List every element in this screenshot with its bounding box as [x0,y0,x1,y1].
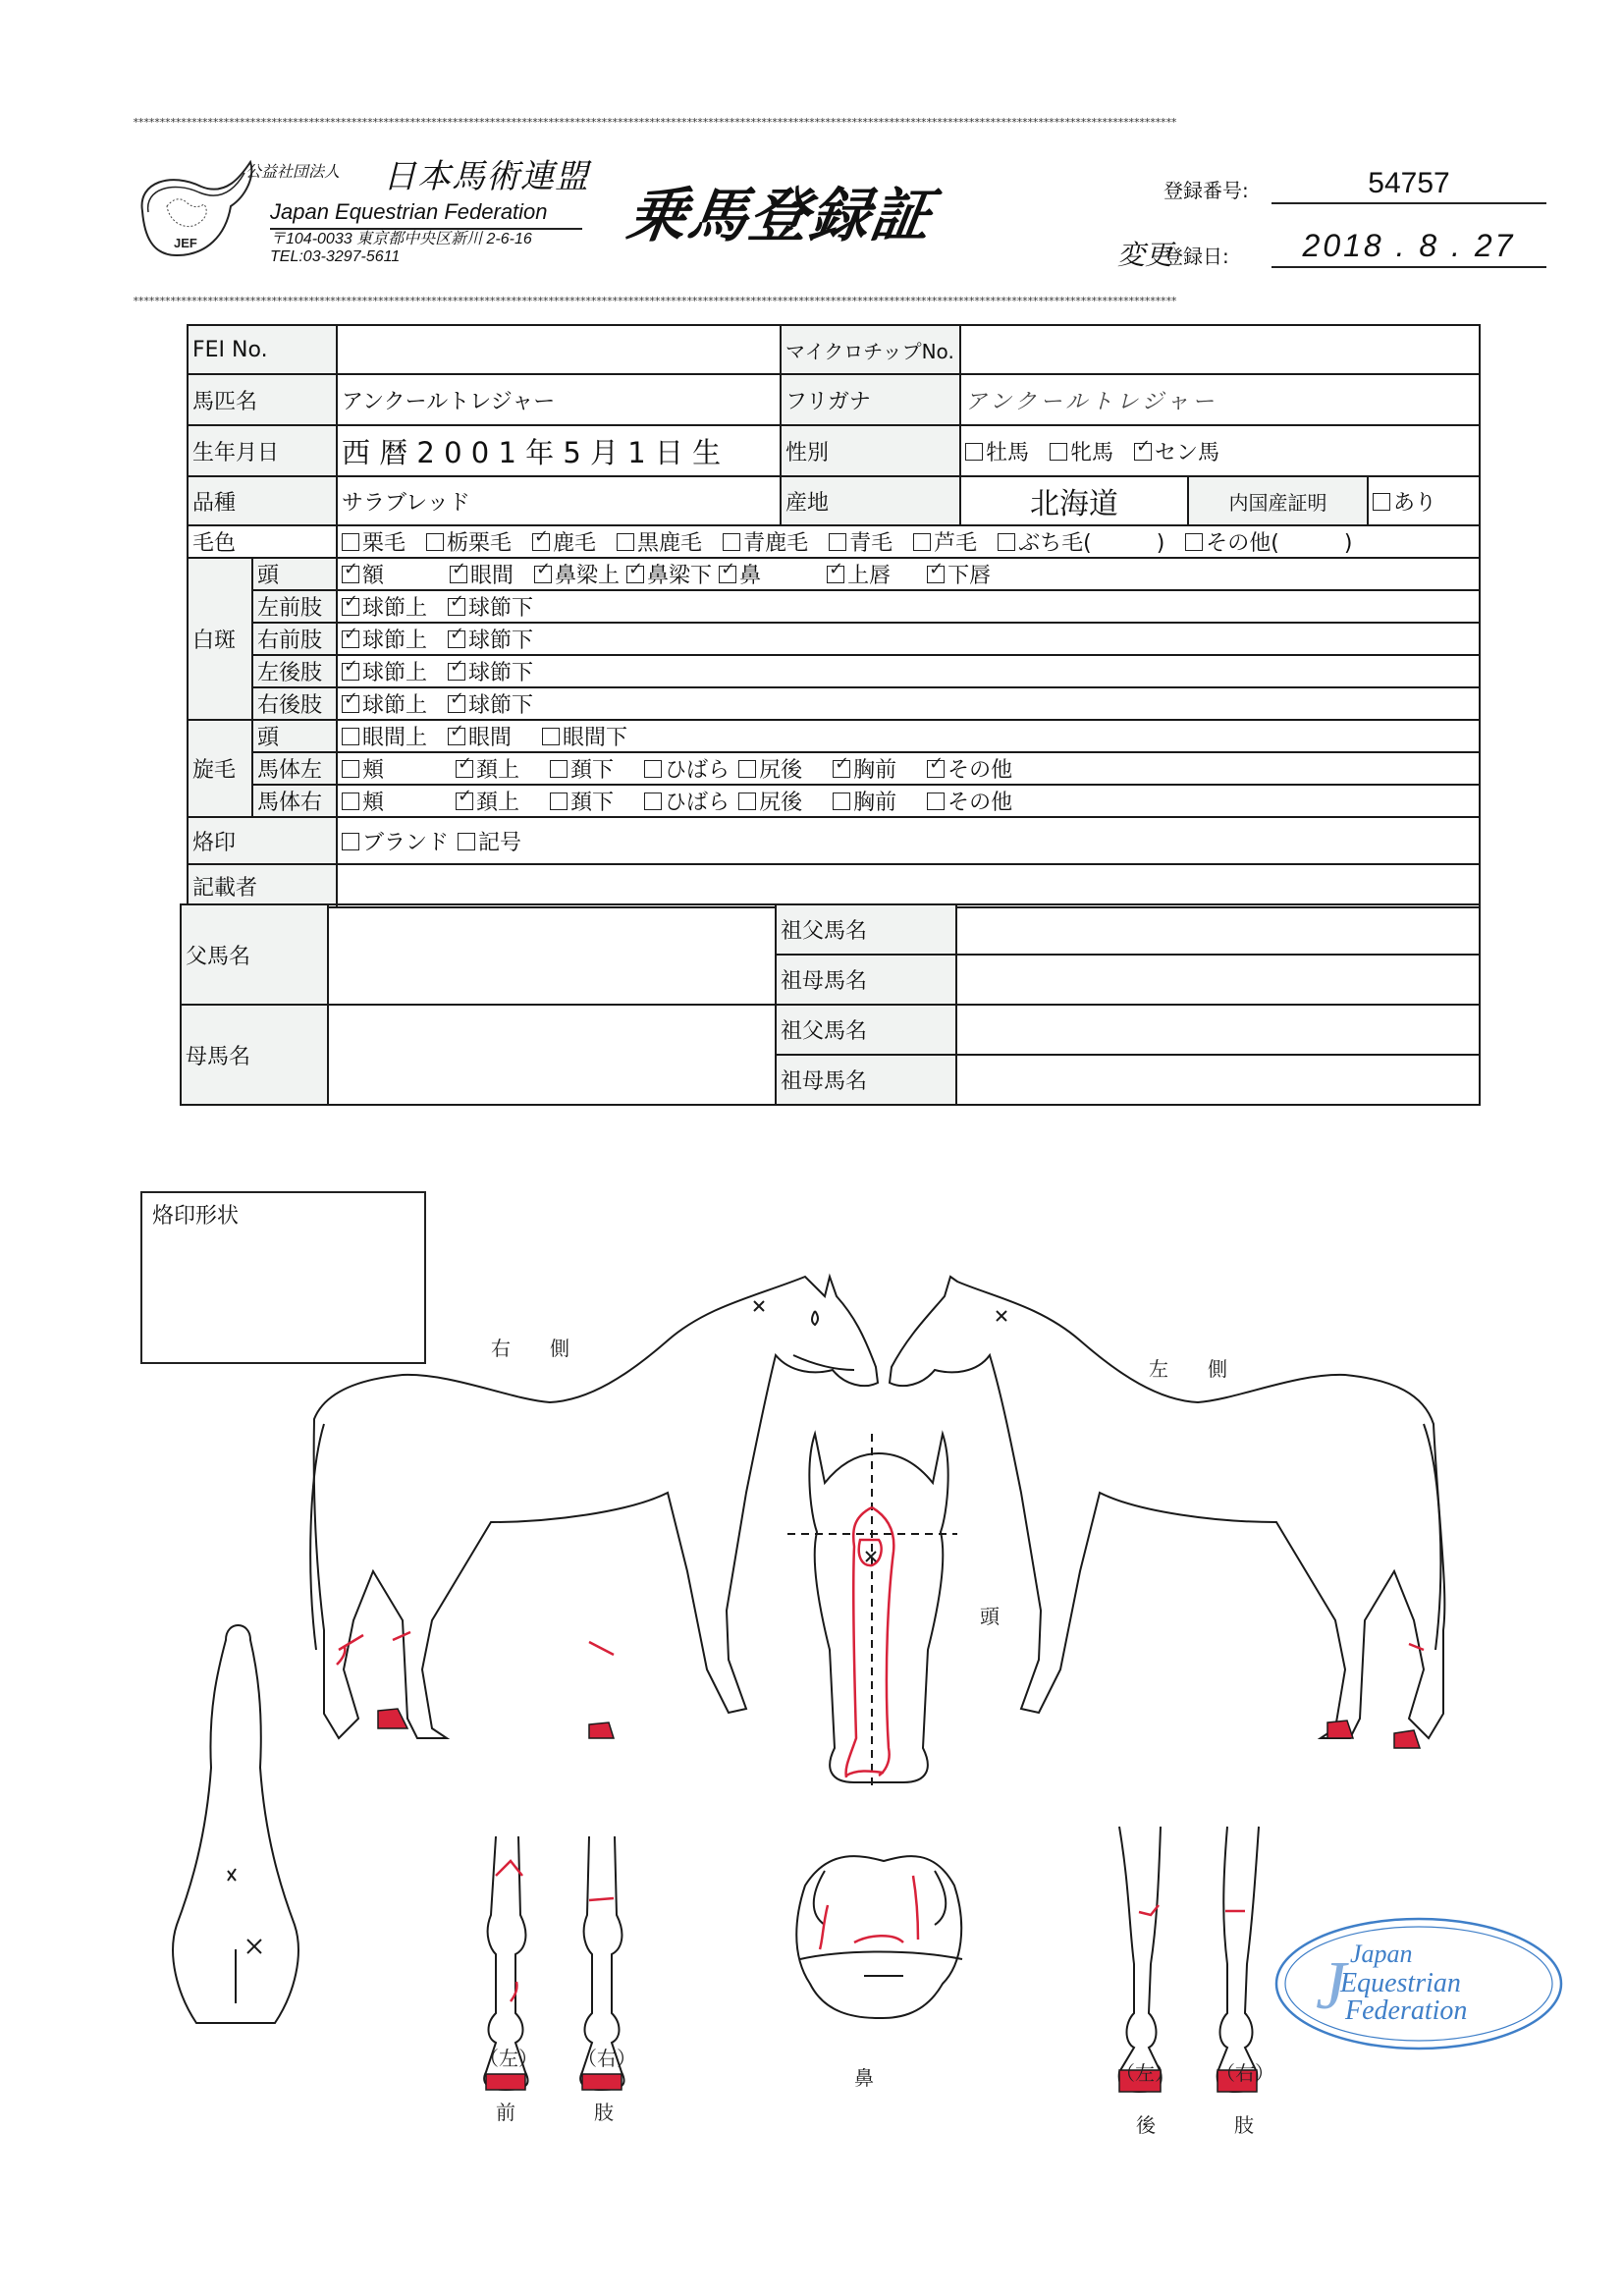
fore-right-label: （右） [577,2047,636,2070]
star-rule-bottom: **************************************************************************************************************************************************************************************************** [133,295,1176,307]
whorl-r-lower-neck[interactable]: 頚下 [550,786,614,816]
whorl-r-cheek[interactable]: 頬 [342,786,384,816]
coat-brown[interactable]: 青鹿毛 [723,526,808,557]
svg-text:Japan: Japan [1350,1940,1413,1968]
whorl-part-head: 頭 [252,720,337,752]
org-tel: TEL:03-3297-5611 [270,248,401,265]
hoof-markings [378,1709,1420,2092]
brand-option-symbol[interactable]: 記号 [458,826,521,856]
dam-label: 母馬名 [181,1005,328,1105]
svg-text:JEF: JEF [174,236,197,250]
coat-bay[interactable]: ✓ 鹿毛 [532,526,596,557]
fore-left-label: （左） [479,2047,538,2070]
star-rule-top: **************************************************************************************************************************************************************************************************** [133,116,1176,129]
sex-option-gelding[interactable]: ✓ セン馬 [1134,436,1219,466]
coat-pinto[interactable]: ぶち毛( ) [998,526,1164,557]
whorl-l-cheek[interactable]: 頬 [342,753,384,784]
fore-caption-2: 肢 [594,2101,614,2124]
coat-chestnut[interactable]: 栗毛 [342,526,406,557]
sex-label: 性別 [781,425,960,476]
furigana-label: フリガナ [781,374,960,425]
horse-left-side-drawing [890,1277,1444,1738]
registration-no-label: 登録番号: [1163,179,1249,202]
marking-lh-below-fetlock[interactable]: ✓ 球節下 [448,656,533,686]
registration-no-value: 54757 [1271,167,1546,204]
coat-grey[interactable]: 芦毛 [913,526,977,557]
svg-text:J: J [1316,1948,1347,2024]
origin-label: 産地 [781,476,960,525]
fei-no-label: FEI No. [188,325,337,374]
fore-caption-1: 前 [496,2101,515,2124]
marking-part-left-fore: 左前肢 [252,590,337,623]
whorl-l-upper-neck[interactable]: ✓ 頚上 [456,753,519,784]
horse-name-label: 馬匹名 [188,374,337,425]
whorl-r-chest[interactable]: 胸前 [833,786,896,816]
org-address: 〒104-0033 東京都中央区新川 2-6-16 [270,231,532,247]
white-markings-label: 白斑 [188,558,252,720]
sex-option-stallion[interactable]: 牡馬 [965,436,1029,466]
left-side-label: 左 側 [1149,1357,1227,1381]
whorls-label: 旋毛 [188,720,252,817]
whorl-r-rear[interactable]: 尻後 [738,786,802,816]
marking-rf-above-fetlock[interactable]: ✓ 球節上 [342,624,427,654]
nose-label: 鼻 [854,2066,874,2090]
marking-rf-below-fetlock[interactable]: ✓ 球節下 [448,624,533,654]
stamp-oval-icon [1271,1915,1566,2052]
head-guide-lines [787,1434,957,1787]
breed-label: 品種 [188,476,337,525]
svg-text:Equestrian: Equestrian [1340,1968,1461,1998]
whorl-l-chest[interactable]: ✓ 胸前 [833,753,896,784]
marking-part-right-fore: 右前肢 [252,623,337,655]
coat-dark-bay[interactable]: 黒鹿毛 [617,526,702,557]
marking-lower-lip[interactable]: ✓ 下唇 [927,559,991,589]
org-kind: 公益社団法人 [245,162,341,181]
coat-black[interactable]: 青毛 [829,526,893,557]
horse-right-side-drawing [310,1277,878,1738]
whorl-below-eyes[interactable]: 眼間下 [542,721,627,751]
domestic-cert-label: 内国産証明 [1188,476,1368,525]
hind-right-label: （右） [1216,2061,1274,2085]
hind-caption-1: 後 [1136,2113,1156,2137]
registration-date-label: 登録日: [1163,245,1229,268]
marking-nose[interactable]: ✓ 鼻 [719,559,761,589]
furigana-field[interactable]: アンクールトレジャー [960,374,1480,425]
marking-lh-above-fetlock[interactable]: ✓ 球節上 [342,656,427,686]
marking-part-head: 頭 [252,558,337,590]
marking-lf-above-fetlock[interactable]: ✓ 球節上 [342,591,427,622]
brand-option-brand[interactable]: ブランド [342,826,449,856]
marking-rh-above-fetlock[interactable]: ✓ 球節上 [342,688,427,719]
hind-left-label: （左） [1115,2061,1174,2085]
breed-field[interactable]: サラブレッド [337,476,781,525]
whorl-r-flank[interactable]: ひばら [644,786,730,816]
right-side-label: 右 側 [491,1337,569,1360]
horse-top-view-drawing [173,1625,298,2023]
hind-caption-2: 肢 [1234,2113,1254,2137]
marking-lf-below-fetlock[interactable]: ✓ 球節下 [448,591,533,622]
origin-field[interactable]: 北海道 [960,476,1188,525]
whorl-l-other[interactable]: ✓ その他 [927,753,1012,784]
org-name-jp: 日本馬術連盟 [383,157,589,196]
birth-date-field[interactable]: 西 暦 2 0 0 1 年 5 月 1 日 生 [337,425,781,476]
coat-dark-chestnut[interactable]: 栃栗毛 [426,526,512,557]
registration-date-value: 2018 . 8 . 27 [1271,228,1546,268]
hind-legs-front-drawing [1119,1827,1259,2092]
document-title: 乗馬登録証 [622,182,938,250]
whorl-above-eyes[interactable]: 眼間上 [342,721,427,751]
marking-between-eyes[interactable]: ✓ 眼間 [450,559,514,589]
domestic-cert-option[interactable]: あり [1368,476,1480,525]
marking-upper-bridge[interactable]: ✓ 鼻梁上 [534,559,620,589]
marking-forehead[interactable]: ✓ 額 [342,559,384,589]
recorder-label: 記載者 [188,864,337,907]
sire-granddam-label: 祖母馬名 [776,955,956,1005]
whorl-marks [754,1301,1006,1561]
whorl-l-rear[interactable]: 尻後 [738,753,802,784]
coat-color-label: 毛色 [188,525,337,558]
whorl-r-other[interactable]: その他 [927,786,1012,816]
brand-shape-label: 烙印形状 [152,1204,240,1229]
horse-name-field[interactable]: アンクールトレジャー [337,374,781,425]
whorl-part-body-right: 馬体右 [252,785,337,817]
sire-label: 父馬名 [181,904,328,1005]
whorl-l-lower-neck[interactable]: 頚下 [550,753,614,784]
marking-part-right-hind: 右後肢 [252,687,337,720]
jef-stamp [1271,1915,1566,2052]
dam-grandsire-label: 祖父馬名 [776,1005,956,1055]
horse-head-front-drawing [809,1434,947,1782]
org-name-en: Japan Equestrian Federation [270,199,548,224]
brand-label: 烙印 [188,817,337,864]
whorl-r-upper-neck[interactable]: ✓ 頚上 [456,786,519,816]
marking-upper-lip[interactable]: ✓ 上唇 [827,559,891,589]
sire-grandsire-label: 祖父馬名 [776,904,956,955]
white-marking-annotations [337,1507,1424,2001]
birth-date-label: 生年月日 [188,425,337,476]
sex-option-mare[interactable]: 牝馬 [1050,436,1113,466]
whorl-between-eyes[interactable]: ✓ 眼間 [448,721,512,751]
marking-lower-bridge[interactable]: ✓ 鼻梁下 [626,559,712,589]
whorl-part-body-left: 馬体左 [252,752,337,785]
marking-rh-below-fetlock[interactable]: ✓ 球節下 [448,688,533,719]
dam-granddam-label: 祖母馬名 [776,1055,956,1105]
whorl-l-flank[interactable]: ひばら [644,753,730,784]
change-handwritten-mark: 変更 [1117,239,1173,271]
svg-text:Federation: Federation [1345,1995,1468,2026]
marking-part-left-hind: 左後肢 [252,655,337,687]
coat-other[interactable]: その他( ) [1185,526,1352,557]
head-label: 頭 [980,1605,1000,1628]
microchip-label: マイクロチップNo. [781,325,960,374]
